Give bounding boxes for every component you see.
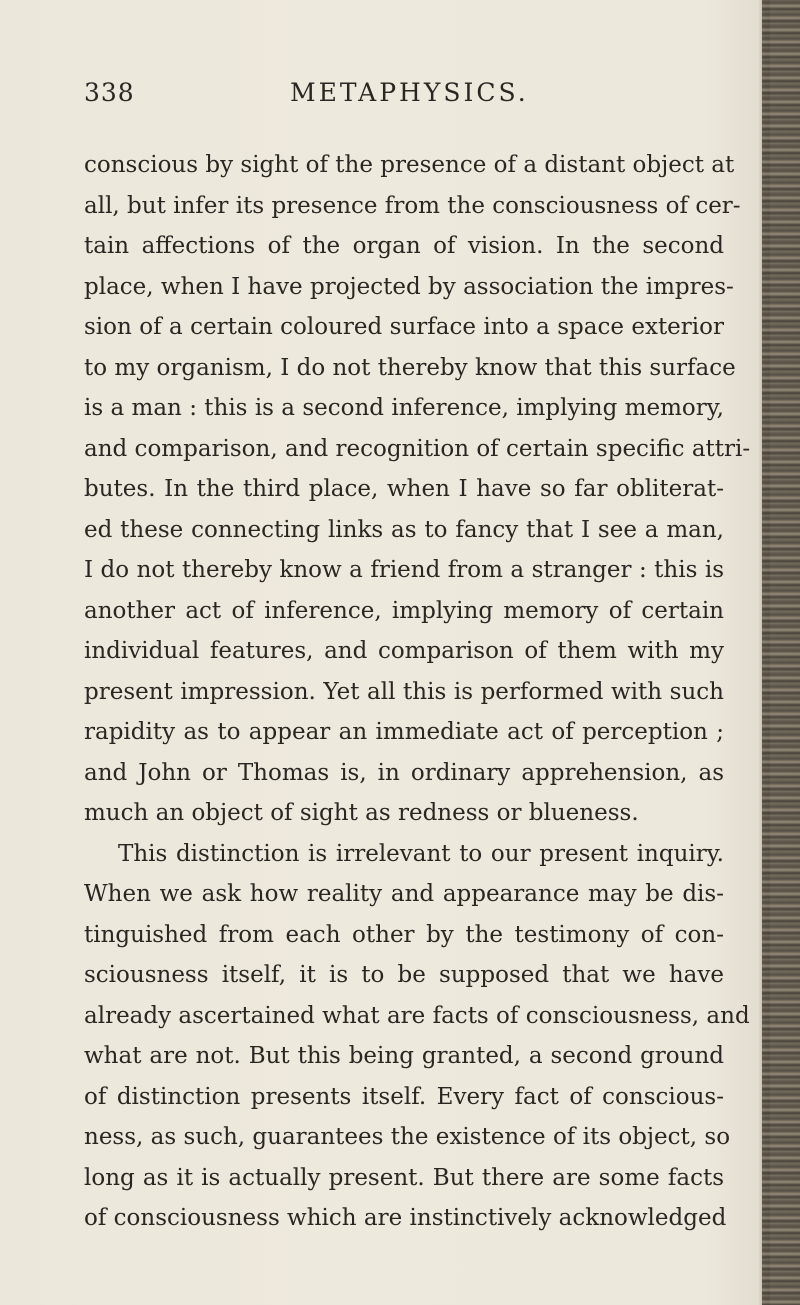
text-line: When we ask how reality and appearance may be dis-: [84, 881, 724, 907]
body-text: [84, 145, 751, 1239]
text-line: already ascertained what are facts of consciousness, and: [84, 1002, 750, 1029]
text-line: ness, as such, guarantees the existence of its object, so: [84, 1124, 731, 1150]
text-line: place, when I have projected by association the impres-: [84, 273, 734, 300]
text-line: is a man : this is a second inference, implying memory,: [84, 395, 724, 421]
text-line: of consciousness which are instinctively acknowledged: [84, 1205, 727, 1231]
text-line: individual features, and comparison of them with my: [84, 638, 724, 664]
page-header: [84, 78, 724, 118]
text-line: long as it is actually present. But there are some facts: [84, 1164, 724, 1191]
text-line: to my organism, I do not thereby know that this surface: [84, 354, 736, 381]
text-line: and John or Thomas is, in ordinary apprehension, as: [84, 759, 724, 786]
text-line: sciousness itself, it is to be supposed that we have: [84, 962, 724, 988]
text-line: all, but infer its presence from the consciousness of cer-: [84, 192, 741, 219]
text-line: tain affections of the organ of vision. In the second: [84, 233, 724, 259]
text-line: butes. In the third place, when I have so far obliterat-: [84, 476, 724, 502]
text-line: and comparison, and recognition of certain specific attri-: [84, 435, 751, 462]
text-line: sion of a certain coloured surface into a space exterior: [84, 314, 724, 340]
text-line: what are not. But this being granted, a second ground: [84, 1043, 724, 1069]
text-line: ed these connecting links as to fancy that I see a man,: [84, 516, 724, 543]
running-head: METAPHYSICS.: [290, 78, 529, 107]
text-line: another act of inference, implying memory of certain: [84, 597, 724, 624]
text-line: conscious by sight of the presence of a distant object at: [84, 152, 735, 178]
page-edge: [762, 0, 800, 1305]
text-line: rapidity as to appear an immediate act of perception ;: [84, 719, 724, 745]
text-line: This distinction is irrelevant to our present inquiry.: [118, 840, 724, 867]
text-line: present impression. Yet all this is performed with such: [84, 678, 724, 705]
text-line: much an object of sight as redness or blueness.: [84, 800, 639, 826]
text-line: I do not thereby know a friend from a stranger : this is: [84, 557, 724, 583]
page-number: 338: [84, 78, 135, 107]
text-line: tinguished from each other by the testimony of con-: [84, 921, 724, 948]
text-line: of distinction presents itself. Every fact of conscious-: [84, 1083, 724, 1110]
